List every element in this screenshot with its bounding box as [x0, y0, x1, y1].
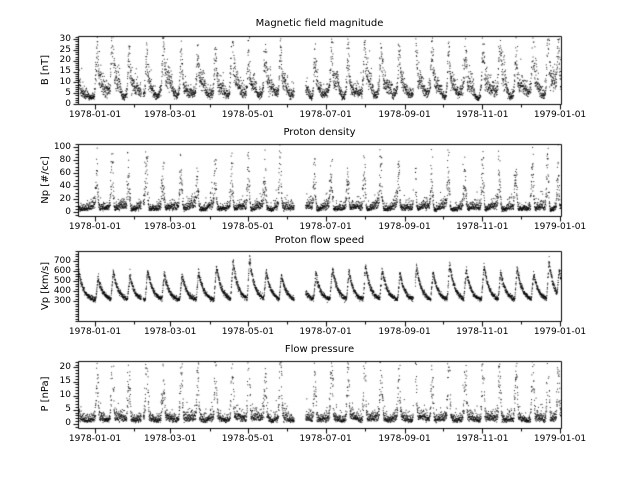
- plot-canvas-magnetic-field: [59, 33, 566, 113]
- y-tick-label: 500: [53, 275, 71, 286]
- x-tick-label: 1978-11-01: [456, 222, 509, 232]
- y-axis-label-b-text: B [nT]: [40, 54, 51, 86]
- y-tick-label: 15: [59, 66, 71, 77]
- x-tick-label: 1979-01-01: [533, 110, 587, 120]
- x-tick-label: 1979-01-01: [533, 327, 587, 337]
- x-tick-label: 1978-11-01: [456, 110, 509, 120]
- y-tick-label: 20: [59, 55, 71, 66]
- x-tick-label: 1978-07-01: [299, 222, 352, 232]
- y-tick-label: 5: [65, 87, 71, 98]
- y-tick-label: 0: [65, 98, 71, 109]
- x-tick-label: 1978-05-01: [221, 110, 275, 120]
- x-tick-label: 1978-05-01: [221, 222, 275, 232]
- x-tick-label: 1978-05-01: [221, 434, 275, 444]
- y-tick-label: 0: [65, 206, 71, 217]
- x-tick-label: 1978-09-01: [378, 327, 431, 337]
- x-tick-label: 1979-01-01: [533, 434, 587, 444]
- y-tick-label: 30: [59, 33, 71, 44]
- panel-title-proton-flow-speed: Proton flow speed: [274, 235, 365, 246]
- panel-title-flow-pressure: Flow pressure: [284, 344, 355, 355]
- x-tick-label: 1978-03-01: [144, 327, 197, 337]
- y-tick-label: 400: [53, 285, 71, 296]
- x-tick-label: 1978-11-01: [456, 434, 509, 444]
- y-tick-label: 700: [53, 255, 71, 266]
- y-tick-label: 600: [53, 265, 71, 276]
- panel-title-proton-density: Proton density: [283, 127, 356, 138]
- y-axis-label-vp-text: Vp [km/s]: [40, 261, 51, 311]
- y-tick-label: 0: [65, 418, 71, 429]
- x-tick-label: 1978-01-01: [68, 434, 122, 444]
- x-tick-label: 1978-01-01: [68, 110, 122, 120]
- x-tick-label: 1978-07-01: [299, 327, 352, 337]
- x-tick-label: 1978-01-01: [68, 222, 122, 232]
- y-tick-label: 20: [59, 193, 71, 204]
- x-tick-label: 1978-09-01: [378, 110, 431, 120]
- x-tick-label: 1978-01-01: [68, 327, 122, 337]
- y-tick-labels-flow-pressure: [30, 0, 71, 480]
- y-tick-label: 60: [59, 167, 71, 178]
- y-tick-label: 20: [59, 361, 71, 372]
- x-tick-label: 1978-03-01: [144, 110, 197, 120]
- y-tick-label: 15: [59, 376, 71, 387]
- y-tick-label: 40: [59, 180, 71, 191]
- x-tick-label: 1978-11-01: [456, 327, 509, 337]
- plot-canvas-flow-pressure: [59, 360, 566, 437]
- x-tick-label: 1978-03-01: [144, 434, 197, 444]
- y-axis-label-p-text: P [nPa]: [40, 376, 51, 412]
- y-tick-label: 5: [65, 404, 71, 415]
- plot-canvas-proton-flow-speed: [62, 250, 566, 330]
- y-tick-label: 80: [59, 154, 71, 165]
- x-tick-label: 1978-09-01: [378, 434, 431, 444]
- panel-title-magnetic-field: Magnetic field magnitude: [255, 18, 384, 29]
- x-tick-label: 1978-05-01: [221, 327, 275, 337]
- y-tick-label: 10: [59, 76, 71, 87]
- x-tick-label: 1978-07-01: [299, 434, 352, 444]
- y-tick-label: 25: [59, 44, 71, 55]
- x-tick-label: 1978-09-01: [378, 222, 431, 232]
- x-tick-label: 1978-03-01: [144, 222, 197, 232]
- x-tick-label: 1979-01-01: [533, 222, 587, 232]
- y-tick-label: 100: [53, 141, 71, 152]
- y-tick-label: 300: [53, 295, 71, 306]
- x-tick-label: 1978-07-01: [299, 110, 352, 120]
- y-axis-label-np-text: Np [#/cc]: [40, 156, 51, 204]
- y-tick-label: 10: [59, 390, 71, 401]
